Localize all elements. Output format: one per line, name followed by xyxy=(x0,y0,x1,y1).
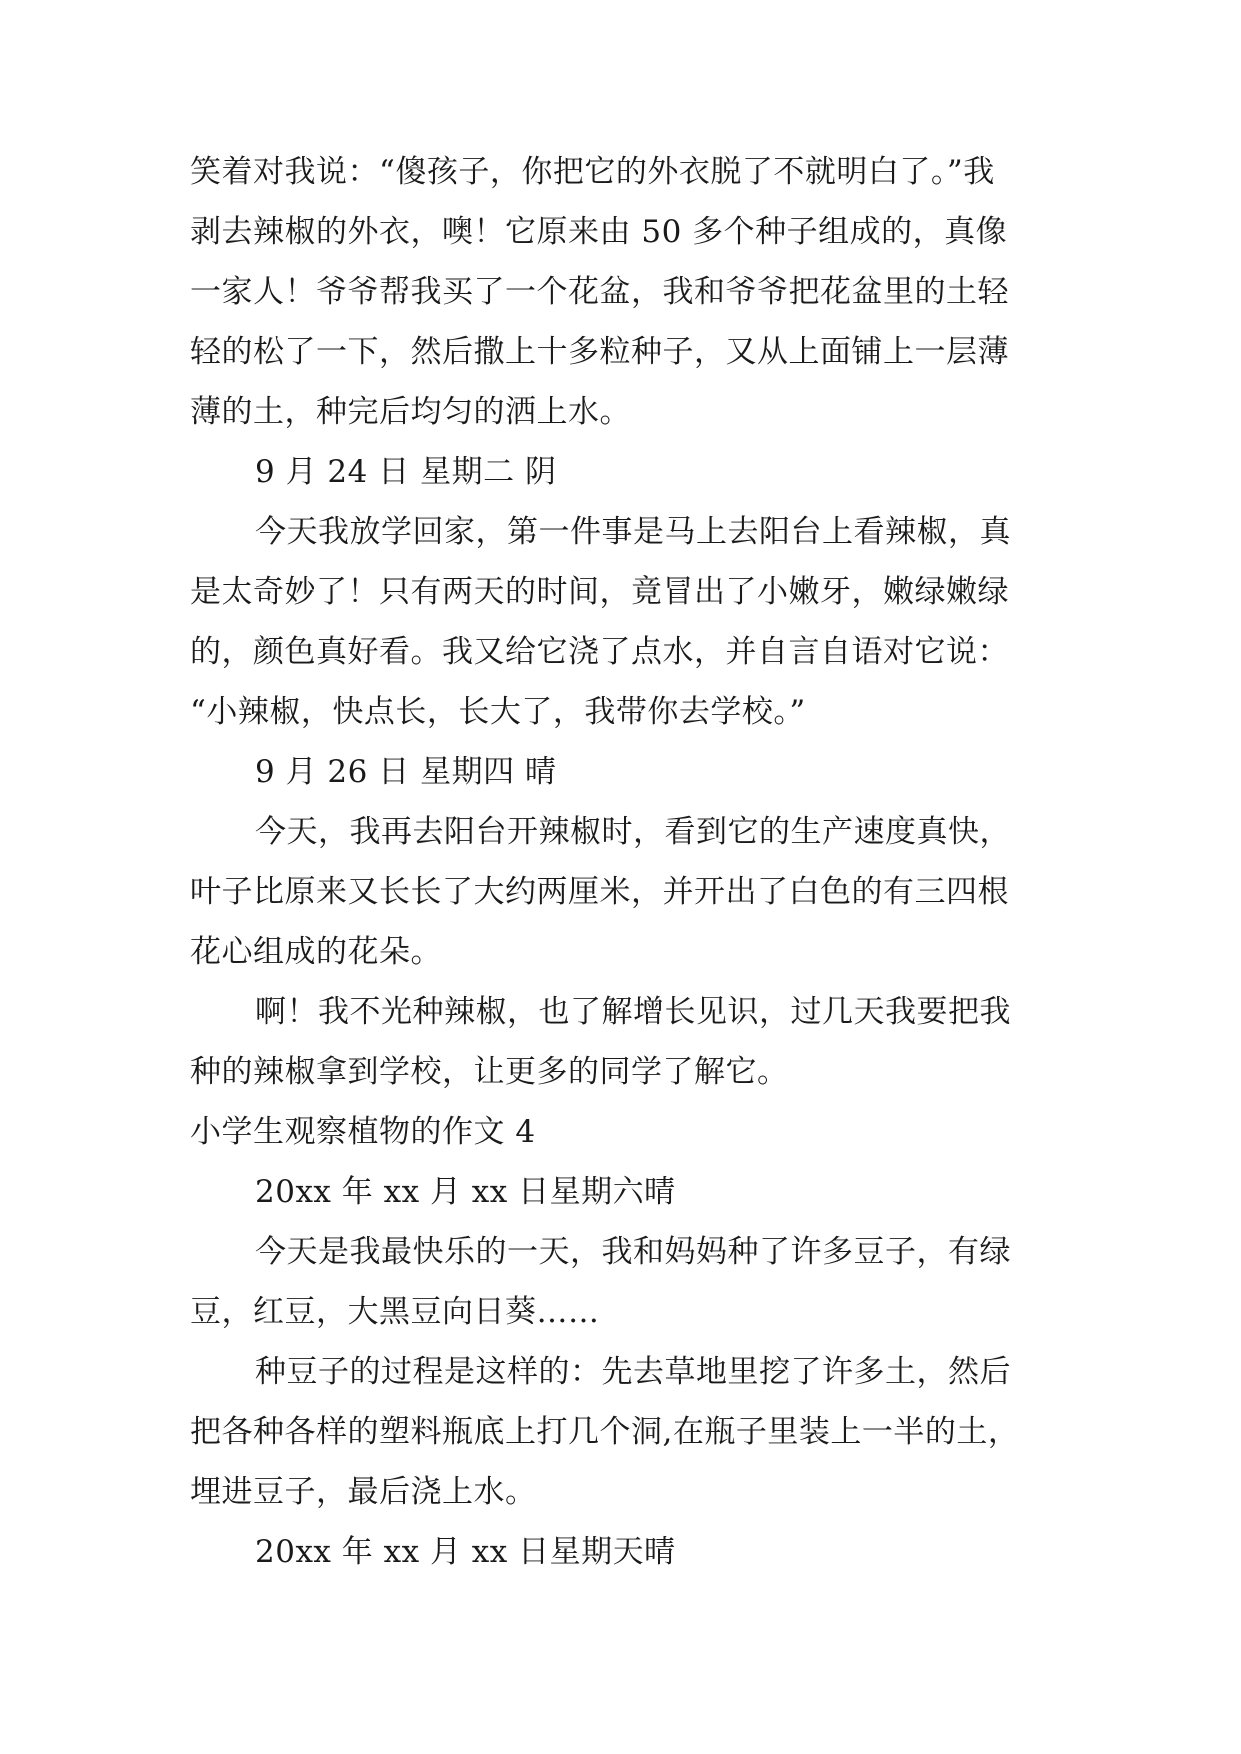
paragraph-line: 种的辣椒拿到学校，让更多的同学了解它。 xyxy=(190,1054,789,1090)
paragraph-line: 今天是我最快乐的一天，我和妈妈种了许多豆子，有绿 xyxy=(255,1234,1011,1270)
diary-date-heading: 20xx 年 xx 月 xx 日星期天晴 xyxy=(255,1534,676,1570)
paragraph-line: 是太奇妙了！只有两天的时间，竟冒出了小嫩牙，嫩绿嫩绿 xyxy=(190,574,1009,610)
diary-date-heading: 9 月 24 日 星期二 阴 xyxy=(255,454,557,490)
paragraph-line: 薄的土，种完后均匀的洒上水。 xyxy=(190,394,631,430)
section-title: 小学生观察植物的作文 4 xyxy=(190,1114,536,1150)
paragraph-line: 的，颜色真好看。我又给它浇了点水，并自言自语对它说： xyxy=(190,634,1009,670)
paragraph-line: 今天我放学回家，第一件事是马上去阳台上看辣椒，真 xyxy=(255,514,1011,550)
paragraph-line: 今天，我再去阳台开辣椒时，看到它的生产速度真快， xyxy=(255,814,1011,850)
paragraph-line: 剥去辣椒的外衣，噢！它原来由 50 多个种子组成的，真像 xyxy=(190,214,1008,250)
paragraph-line: 花心组成的花朵。 xyxy=(190,934,442,970)
paragraph-line: 啊！我不光种辣椒，也了解增长见识，过几天我要把我 xyxy=(255,994,1011,1030)
paragraph-line: 豆，红豆，大黑豆向日葵…… xyxy=(190,1294,600,1330)
diary-date-heading: 9 月 26 日 星期四 晴 xyxy=(255,754,557,790)
paragraph-line: 笑着对我说：“傻孩子，你把它的外衣脱了不就明白了。”我 xyxy=(190,154,995,190)
paragraph-line: 种豆子的过程是这样的：先去草地里挖了许多土，然后 xyxy=(255,1354,1011,1390)
diary-date-heading: 20xx 年 xx 月 xx 日星期六晴 xyxy=(255,1174,676,1210)
paragraph-line: 一家人！爷爷帮我买了一个花盆，我和爷爷把花盆里的土轻 xyxy=(190,274,1009,310)
paragraph-line: 把各种各样的塑料瓶底上打几个洞,在瓶子里装上一半的土， xyxy=(190,1414,1020,1450)
paragraph-line: 叶子比原来又长长了大约两厘米，并开出了白色的有三四根 xyxy=(190,874,1009,910)
paragraph-line: 埋进豆子，最后浇上水。 xyxy=(190,1474,537,1510)
paragraph-line: “小辣椒，快点长，长大了，我带你去学校。” xyxy=(190,694,806,730)
paragraph-line: 轻的松了一下，然后撒上十多粒种子，又从上面铺上一层薄 xyxy=(190,334,1009,370)
